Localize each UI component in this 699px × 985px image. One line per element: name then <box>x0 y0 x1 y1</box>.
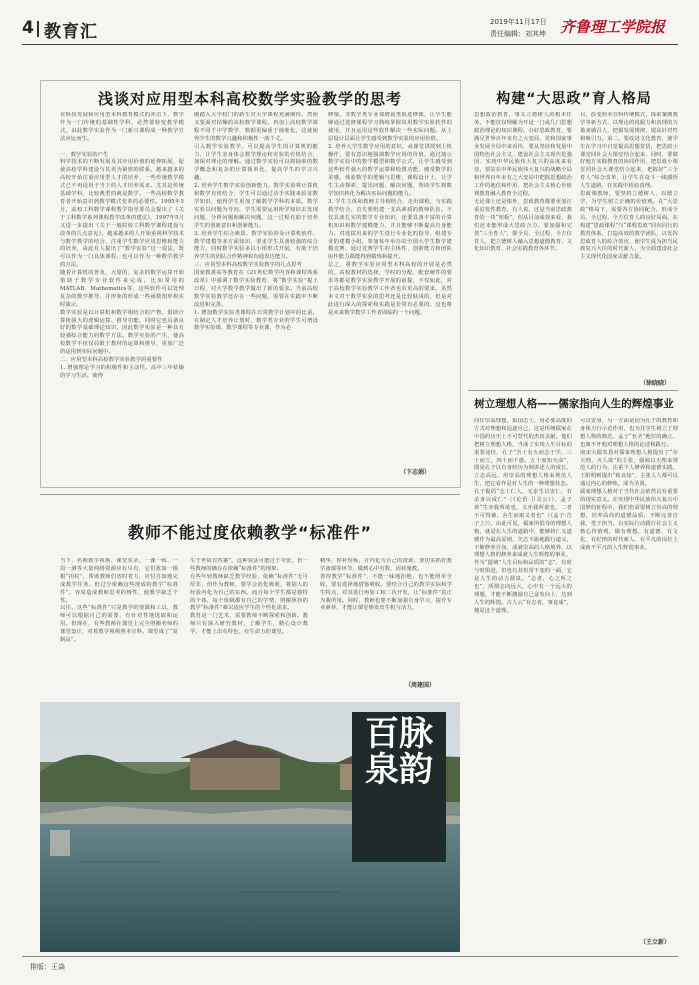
ren-article-author: （王立新） <box>640 939 671 946</box>
math-article-col1: 在科技发展和应用型本科教育模式的冲击下，数学作为一门传统的基础性学科，必然要转变教学模式，由此数学实验作为一门新兴课程成一种教学方法应运而生。 一、数学实验的产生 科学技术的不断发展及其应用价值的延伸拓展，促使高校学科建设与其更为紧密的联系。越来越多的高校开始注重应用型人才的培养，一些传统教学模式已不再适用于当下的人才培养需求。尤其是传统基础学科，比较典型的就是数学。一些高校数学教育者开始意识到教学模式变革的必要性。1995年5月，高校工科数学课程教学指导委员会提出了《关于工科数学系列课程教学改革的建议》，1997年5月又进一步提出《关于一般院校工科数学课程建设与改革的几点意见》。越来越多的人开始重视科学技术与数学教学的结合，注重学生数学应用思维和能力的培养，由此有人提出了“数学实验”这一说法，既可以作为一门具体课程，也可以作为一种数学教学的方法。 随着计算机的普及，大量的、复杂的数学运算开始借助于数学专业软件来完成，比如常用的MATLAB、Mathematics等，这些软件可以处理复杂的数学推导、并形象的形成一些函数图形和实时演示。 数学实验是以计算机和数学相结合的产物。借助计算机强大的逻辑运算、推导功能，同时它也具备良好的数学基础理论知识，因此数学实验是一种具有较强综合能力的数学方法。数学实验的产生，使高校数学不仅仅局限于教材的运算和推导，更加广泛的运用到实际问题中。 二、应用型本科高校数学实验教学的重要性 1. 增强理论学习的积极性和主动性。高中三年枯燥的学习生活，使得 <box>60 112 184 379</box>
section-title: 教育汇 <box>44 22 98 42</box>
ren-article-col2: 可以安身，另一方面是因为孔子的教育和身体力行示范作用，也为其学生树立了理想人格的典范。孟子“亚圣”地位的确立，也离不开他对理想人格的论述和践行。 南宋大儒朱熹对儒家理想人格提出了“存天理，灭人欲”的主张，强调以天理来规范人的行为，注重个人修养和道德实践。王阳明则提出“致良知”，主张人人都可以通过内心的修炼，成为圣贤。 儒家理想人格对于当代社会依然具有重要的现实意义。在实现中华民族伟大复兴中国梦的征程中，我们仍需要树立崇高的理想，培养高尚的道德品质，不断完善自我，勇于担当，以实际行动践行社会主义核心价值观，做有理想、有道德、有文化、有纪律的时代新人，在平凡的岗位上成就不平凡的人生辉煌事业。 <box>580 418 678 551</box>
header-rule <box>22 44 678 45</box>
teacher-article-title: 教师不能过度依赖教学“标准件” <box>127 523 373 542</box>
dasi-divider <box>468 390 678 391</box>
teacher-top-rule <box>40 494 460 495</box>
header-divider <box>37 21 39 37</box>
ren-article-title: 树立理想人格——儒家指向人生的辉煌事业 <box>474 398 674 410</box>
teacher-article-col3: 精华，你补短板，并内化为自己的资源，要切实抓好教学备课等环节，做到心中有数，因材施教。 善待教学“标准件”，不能一味地拒绝，也不能照单全收，要有选择地借鉴吸收。要结合自己的教学实际和学生特点，对其进行再加工和二次开发，让“标准件”真正为我所用。同时，教师也要不断加强自身学习，提升专业素养，才能让课堂焕发出生机与活力。 <box>320 558 452 612</box>
math-article-title: 浅谈对应用型本科高校数学实验教学的思考 <box>97 90 402 108</box>
photo-baimai-spring <box>40 702 460 952</box>
issue-date: 2019年11月17日 <box>490 18 547 26</box>
masthead: 齐鲁理工学院报 <box>560 18 666 36</box>
teacher-article-col2: 生于世故有答案”，这种说法可能过于夸张，但一些教师的确存在依赖“标准件”的现象。 有些年轻教师缺乏教学经验，依赖“标准件”无可厚非，但作为教师，要学会消化吸收，将别人的经验内化为自己的东西。而且每个学生都是独特的个体，每个班级都有自己的学情，照搬照抄的教学“标准件”难以适应学生的个性化需求。 教育是一门艺术，需要教师不断探索和创新。教师只有深入研究教材，了解学生，精心设计教学，才能上出有特色、有生命力的课堂。 <box>190 558 308 636</box>
dasi-article-author: （徐晓晓） <box>640 380 671 387</box>
math-article-author: （卞志娟） <box>400 469 431 476</box>
page-number: 4 <box>22 18 34 38</box>
footer-rule <box>22 956 678 957</box>
page-header <box>22 14 680 44</box>
teacher-article-col1: 当下，名师教学视频、课堂实录、一课一练、一周一测等大量网络资源应有尽有，它们犹如一根根“拐杖”，帮助教师们省时省力，应付自如地完成教学任务。但过分依赖这些现成的教学“标准件”，容易造成教师思考的惰性，使教学缺乏个性。 以往，这些“标准件”只是教学的资源和工具，教师可以根据自己的需要，有针对性地选取和运用。但现在，有些教师在课堂上完全照搬名师的课堂设计，对着教学视频照本宣科，课堂成了“复制品”。 <box>60 558 178 644</box>
math-article-col2: 刚踏入大学校门的新生对大学课程充满期待。然而又要面对枯燥的高校数学课程。再加上高校数学课程不同于中学数学，数据更偏重于抽象化，这就使得学生的数学兴趣和积极性一落千丈。 引入数学实验教学，可以提高学生的计算机的能力，让学生亲身体会数学理论和实验的有机结合，加深对理论的理解。通过数学实验可以将抽象的数学概念和复杂的计算简单化，提高学生的学习兴趣。 2. 培养学生数学实验创新能力。数学实验将计算机和数学有机结合，学生可以通过动手实践来验证数学知识，使得学生更加了解数学学科的本质。数学实验以问题为导向，学生需要运用所学知识去发现问题、分析问题和解决问题，这一过程有助于培养学生的创新意识和创新能力。 3. 培养学生综合素质。数学实验涉及计算机软件、数学建模等多方面知识，要求学生具备较强的综合能力。同时数学实验多以小组形式开展，有助于培养学生的团队合作精神和沟通表达能力。 三、应用型本科高校数学实验教学的几点思考 国家教委高等教育在《21世纪数学内容和课程体系改革》中强调了数学实验教育，将“数学实验”提上日程，对大学数学教学做出了新的要求。当前高校数学实验教学还存在一些问题，需要在实践中不断改进和完善。 1. 增加数学实验类课程在日常教学计划中的比重。在制定人才培养计划时，数学类专业的学生可增设数学实验课，数学课程等专业课，作为必 <box>194 112 318 332</box>
dasi-article-col1: 思想政治教育，事关立德树人的根本任务，不能仅仅理解为开设一门或几门思想政治理论的知识课程。办好思政教育，要满足世界百年未有之大变局、党和国家事业发展全局中来看待，要从坚持和发展中国特色社会主义、建设社会主义现代化强国、实现中华民族伟大复兴的高度来看待，要站在中华民族伟大复兴的战略全局和世界百年未有之大变局中把握思想政治工作的地位和作用，把社会主义核心价值观教育融入教育全过程。 无论课上还是课外，思政教育都要更加注重启发性教育，有人说，这是当前思政教育的一块“短板”，但从目前成效来看，我们还未能形成大思政合力。要加强和完善“三全育人”，即全员、全过程、全方位育人，把立德树人融入思想道德教育、文化知识教育、社会实践教育各环节。 <box>474 112 572 253</box>
responsible-editor: 责任编辑：刘其坤 <box>490 30 546 38</box>
ren-article-col1: 向往崇高理想，报国志士，用必要高度的方式对理想和追逐自己，这是传统儒家在中国的历史上不可替代的杰出贡献。他们把树立理想人格，当成了实现人生目标的重要途径，孔子“吾十有五而志于学，三十而立，四十而不惑，五十而知天命”，即是孔子以自身经历为例讲述人的成长，立志高远，用崇高的理想人格来规范人生，把它看作是对人生的一种理想状态。 孔子提倡“志士仁人，无求生以害仁，有杀身以成仁”（《论语·卫灵公》），孟子讲“生亦我所欲也，义亦我所欲也，二者不可得兼，舍生而取义者也”（《孟子·告子上》）。由此可见，儒家所倡导的理想人格，就是在人生的道路中，能够将仁义道德作为最高原则，矢志不渝地践行道义，不断修养自身，成就崇高的人格境界，以理想人格的修养来成就人生辉煌的事业。 作为“提统”人生目标和品质的“志”，有时与时俱进，但也有其恒常不变的一面，它是人生的动力源泉。“志者，心之所之也”，所谓志向远大，心中有一个远大的理想，才能不断激励自己奋发向上，达到人生的辉煌。古人云“有志者，事竟成”，便是这个道理。 <box>474 418 572 614</box>
dasi-article-title: 构建“大思政”育人格局 <box>496 91 652 107</box>
dasi-article-col2: 目，改变照本宣科传统模式，探索案例教学等新方式，以理论的说服力和真理的力量来感召人，把握发展规律，提高针对性和吸引力。第二，要改进文化教育，使学生在学习中自觉提高思想觉悟，把思政小课堂同社会大课堂结合起来，同时，要做好地方实践教育的协同作用，把思政小课堂同社会大课堂结合起来，把握好“三全育人”综合改革，让学生在奋斗一线感悟人生道路，在实践中检验真理。 思政课教师，要坚持立德树人，以德立学，为学生树立正确的价值观。在“大思政”格局下，需要各方协同配合，形成全员、全过程、全方位育人的良好局面。在构建“思政课程”与“课程思政”同向同行的教育体系，打造高效的教学团队，以发挥思政育人的综合效应，使学生成为担当民族复兴大任的时代新人，为全面建设社会主义现代化国家贡献力量。 <box>580 112 678 261</box>
photo-caption: 百脉泉韵 <box>365 714 433 790</box>
teacher-article-author: （周建国） <box>405 682 436 689</box>
layout-editor: 排版：王焱 <box>30 963 65 971</box>
math-article-col3: 修课。非数学类专业课增设类似选修课，让学生能够通过选修课程学习熟练掌握常用数学实验软件的使用，并且运用这些软件解决一些实际问题。从上层设计层面让学生感受到数学实验的应用价值。 2. 培养大学生数学应用的意识。从课堂讲授到上机操作，要有意识地强调数学应用的价值。通过演示数学实验中的数学模型和数学公式，让学生感受到这些软件强大的数学运算和绘图功能，感受数学的美感，体验数学的逻辑与思维，课程设计上，让学生主动探索、提出问题、解决问题，帮助学生将数学知识转化为解决实际问题的能力。 3. 学生主体和教师主导相结合，走出课程，与实践教学结合。首先要组建一支高素质的教师队伍。不仅具备扎实的数学专业知识，还要具备丰富的计算机知识和数学建模能力，并且能够不断提高自身能力。对选拔出来的学生进行专业化的指导，组建专业的建模小组，参加每年举办的全国大学生数学建模竞赛。通过竞赛学生的主体性、创新能力和团队协作能力都能得到锻炼和提升。 总之，将数学实验应用型本科高校的开展是必然的。高校教材的选择，学时的分配、配套硬件的要求等都是数学实验教学开展的前提，不仅如此，对于高校数学实验教学工作者也有更高的要求。虽然本文对于数学实验的思考还是比较肤浅的，但是对此进行深入的探索和实践是非常有必要的。这也将是未来数学教学工作者面临的一个问题。 <box>328 112 452 316</box>
